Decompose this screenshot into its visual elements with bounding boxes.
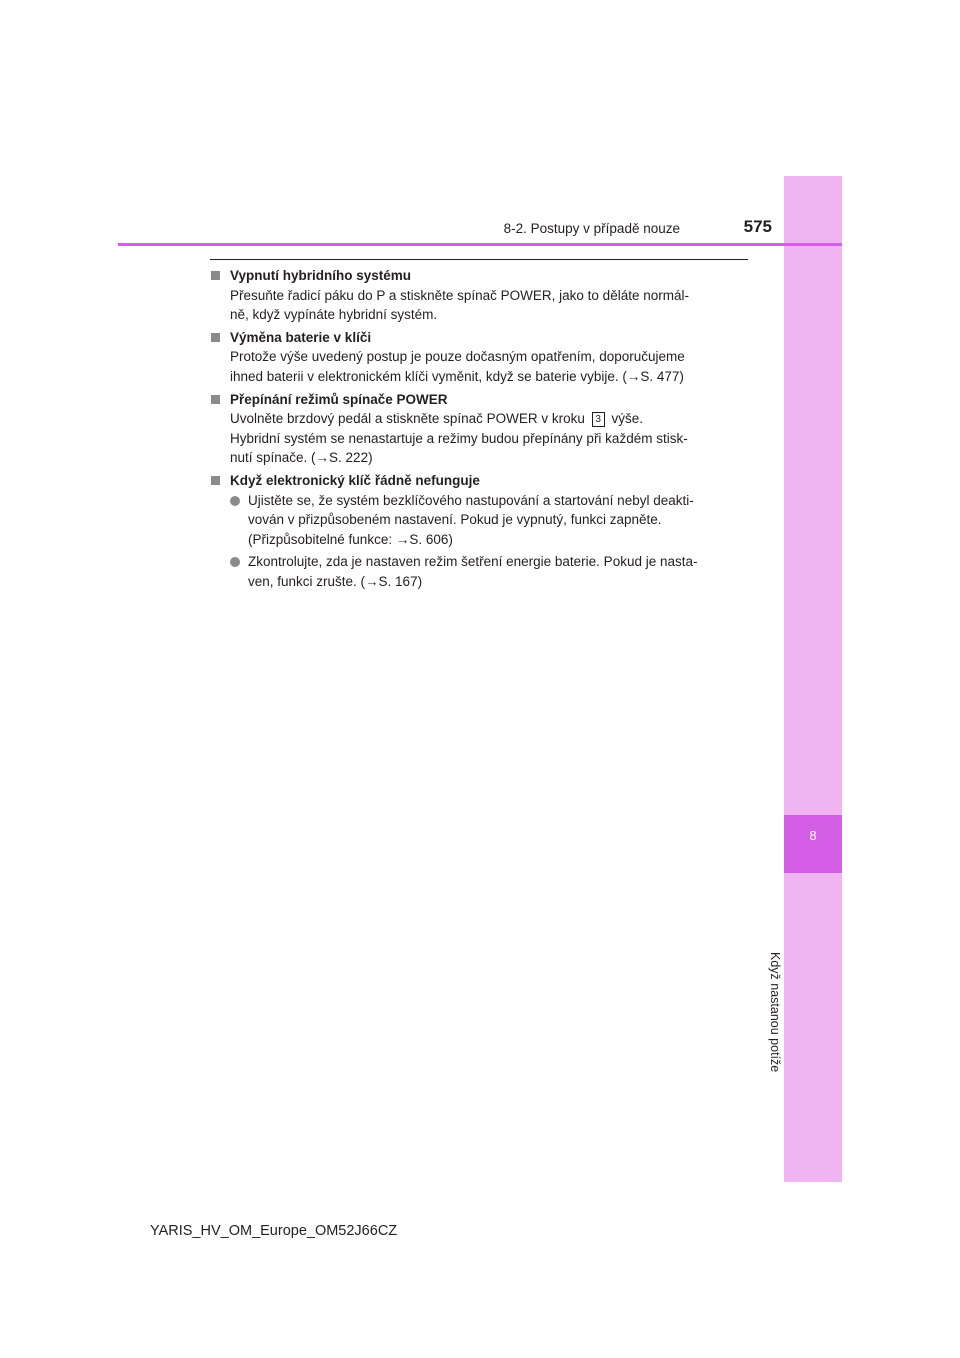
body-line: (Přizpůsobitelné funkce: →S. 606): [248, 531, 453, 547]
item-key-battery: [210, 328, 750, 387]
item-heading: [210, 390, 750, 410]
sub-bullet: [210, 491, 750, 550]
chapter-title-vertical: Když nastanou potíže: [768, 952, 782, 1073]
chapter-tab-marker: [784, 815, 842, 873]
step-number-box: 3: [592, 412, 605, 427]
sub-bullet: [210, 552, 750, 591]
content-divider: [210, 259, 748, 260]
square-bullet-icon: [211, 333, 220, 342]
item-power-modes: [210, 390, 750, 468]
item-body: [210, 347, 750, 386]
item-title: Přepínání režimů spínače POWER: [230, 391, 448, 407]
item-heading: [210, 266, 750, 286]
section-title: 8-2. Postupy v případě nouze: [503, 221, 680, 236]
body-line: [230, 409, 750, 429]
main-content: [210, 266, 750, 595]
header-rule: [118, 243, 842, 246]
item-body: [210, 286, 750, 325]
chapter-number: 8: [809, 828, 817, 843]
item-key-malfunction: [210, 471, 750, 592]
item-title: Výměna baterie v klíči: [230, 329, 372, 345]
page-number: 575: [743, 217, 772, 236]
body-text: výše.: [611, 411, 643, 427]
round-bullet-icon: [230, 557, 240, 567]
item-body: [210, 409, 750, 468]
body-line: ně, když vypínáte hybridní systém.: [230, 307, 438, 323]
body-line: ven, funkci zrušte. (→S. 167): [248, 573, 423, 589]
square-bullet-icon: [211, 395, 220, 404]
body-line: Hybridní systém se nenastartuje a režimy budou přepínány při každém stisk-: [230, 430, 688, 446]
item-hybrid-off: [210, 266, 750, 325]
document-code: YARIS_HV_OM_Europe_OM52J66CZ: [150, 1223, 398, 1239]
body-line: Zkontrolujte, zda je nastaven režim šetření energie baterie. Pokud je nasta-: [248, 554, 698, 570]
square-bullet-icon: [211, 271, 220, 280]
square-bullet-icon: [211, 476, 220, 485]
body-text: Uvolněte brzdový pedál a stiskněte spínač POWER v kroku: [230, 411, 585, 427]
item-heading: [210, 471, 750, 491]
body-line: Protože výše uvedený postup je pouze dočasným opatřením, doporučujeme: [230, 349, 685, 365]
body-line: vován v přizpůsobeném nastavení. Pokud je vypnutý, funkci zapněte.: [248, 512, 662, 528]
round-bullet-icon: [230, 496, 240, 506]
item-title: Když elektronický klíč řádně nefunguje: [230, 472, 480, 488]
body-line: Přesuňte řadicí páku do P a stiskněte spínač POWER, jako to děláte normál-: [230, 287, 689, 303]
body-line: ihned baterii v elektronickém klíči vyměnit, když se baterie vybije. (→S. 477): [230, 368, 684, 384]
body-line: nutí spínače. (→S. 222): [230, 450, 373, 466]
chapter-side-tab: [784, 176, 842, 1182]
item-heading: [210, 328, 750, 348]
item-title: Vypnutí hybridního systému: [230, 268, 412, 283]
body-line: Ujistěte se, že systém bezklíčového nastupování a startování nebyl deakti-: [248, 492, 694, 508]
